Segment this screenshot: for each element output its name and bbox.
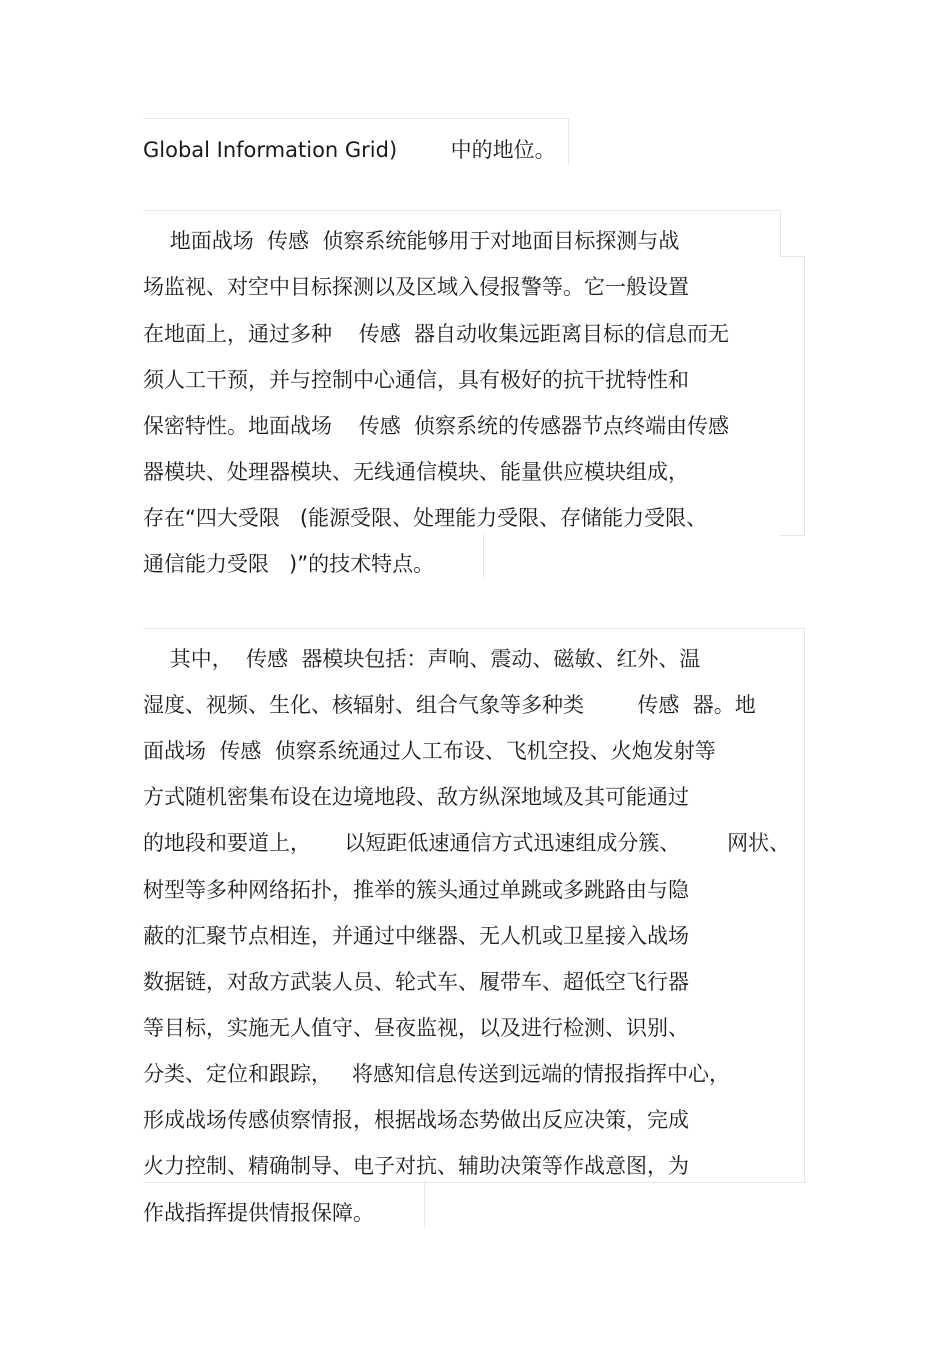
paragraph-line: 保密特性。地面战场 传感 侦察系统的传感器节点终端由传感 <box>143 414 730 438</box>
paragraph-line: 通信能力受限 )”的技术特点。 <box>143 552 435 576</box>
paragraph-line: 地面战场 传感 侦察系统能够用于对地面目标探测与战 <box>143 229 680 253</box>
paragraph-line: 方式随机密集布设在边境地段、敌方纵深地域及其可能通过 <box>143 785 689 809</box>
paragraph-line: 树型等多种网络拓扑，推举的簇头通过单跳或多跳路由与隐 <box>143 878 689 902</box>
paragraph-line: 蔽的汇聚节点相连，并通过中继器、无人机或卫星接入战场 <box>143 924 689 948</box>
paragraph-line: 其中， 传感 器模块包括：声响、震动、磁敏、红外、温 <box>143 647 701 671</box>
paragraph-line: 数据链，对敌方武装人员、轮式车、履带车、超低空飞行器 <box>143 970 689 994</box>
paragraph-line: 湿度、视频、生化、核辐射、组合气象等多种类 传感 器。地 <box>143 693 756 717</box>
paragraph-line: 的地段和要道上， 以短距低速通信方式迅速组成分簇、 网状、 <box>143 831 791 855</box>
frame-line <box>483 534 485 578</box>
paragraph-line: 存在“四大受限 (能源受限、处理能力受限、存储能力受限、 <box>143 506 708 530</box>
frame-line <box>780 256 805 536</box>
paragraph-line: 器模块、处理器模块、无线通信模块、能量供应模块组成， <box>143 460 689 484</box>
paragraph-line: 场监视、对空中目标探测以及区域入侵报警等。它一般设置 <box>143 275 689 299</box>
paragraph-line: 面战场 传感 侦察系统通过人工布设、飞机空投、火炮发射等 <box>143 739 716 763</box>
paragraph-line: 作战指挥提供情报保障。 <box>143 1201 374 1225</box>
paragraph-line: 火力控制、精确制导、电子对抗、辅助决策等作战意图，为 <box>143 1154 689 1178</box>
paragraph-line: 分类、定位和跟踪， 将感知信息传送到远端的情报指挥中心， <box>143 1062 731 1086</box>
paragraph-line: 等目标，实施无人值守、昼夜监视，以及进行检测、识别、 <box>143 1016 689 1040</box>
paragraph-line: 在地面上，通过多种 传感 器自动收集远距离目标的信息而无 <box>143 322 730 346</box>
paragraph-line: 形成战场传感侦察情报，根据战场态势做出反应决策，完成 <box>143 1108 689 1132</box>
frame-line <box>424 1181 426 1227</box>
heading-line: Global Information Grid) 中的地位。 <box>143 138 556 162</box>
paragraph-line: 须人工干预，并与控制中心通信，具有极好的抗干扰特性和 <box>143 368 689 392</box>
